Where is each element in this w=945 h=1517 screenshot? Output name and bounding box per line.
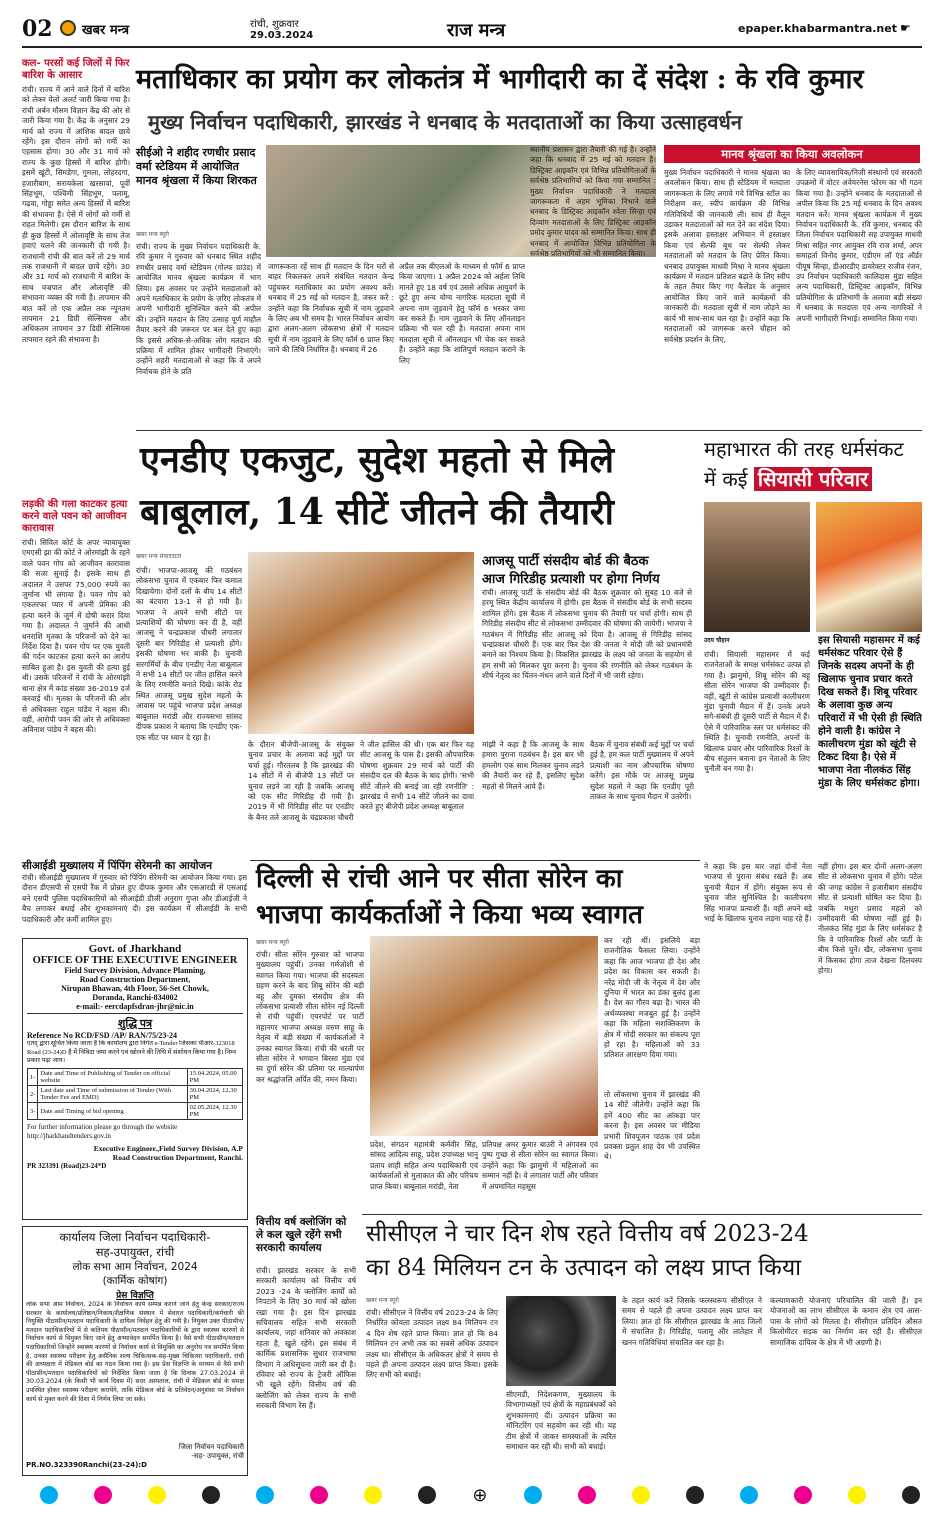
registration-mark-icon bbox=[686, 1486, 704, 1504]
weather-headline: कल- परसों कई जिलों में फिर बारिश के आसार bbox=[22, 58, 130, 81]
office-email[interactable]: e-mail:- eercdapfsdran-jhr@nic.in bbox=[27, 1002, 243, 1014]
divider bbox=[250, 860, 700, 861]
nda-col-1: रांची। भाजपा-आजसू की गठबंधन लोकसभा चुनाव में एकबार फिर कमाल दिखायेगा। दोनों दलों के बीच 14 सीटों का बंटवारा 13-1 से हो गयी है। भाजपा ने अपने सभी सीटों पर प्रत्याशियों की घोषणा कर दी है, वहीं आजसू ने चन्द्रप्रकाश चौधरी लगातार दूसरी बार गिरिडीह से प्रत्याशी होंगे। इसकी घोषणा भर बाकी है। चुनावी सरगर्मियों के बीच एनडीए नेता बाबूलाल ने सभी 14 सीटों पर जीत हासिल करने के लिए रणनीति बनाते दिखे। कांके रोड स्थित आजसू प्रमुख सुदेश महतो के आवास पर पहुंचे भाजपा प्रदेश अध्यक्ष बाबूलाल मरांडी और राज्यसभा सांसद दीपक प्रकाश ने बताया कि एनडीए एक-एक सीट पर ध्यान दे रहा है। bbox=[136, 566, 242, 742]
registration-mark-icon bbox=[524, 1486, 542, 1504]
notice-cell-value: 02.05.2024, 12.30 PM bbox=[187, 1103, 242, 1120]
brand-logo-icon bbox=[60, 20, 76, 36]
closing-body: रांची। झारखंड सरकार के सभी सरकारी कार्यालय को वित्तीय वर्ष 2023 -24 के क्लोजिंग कार्यों को निपटाने के लिए 30 मार्च को खोला रखा गया है। इस दिन झारखंड सचिवालय सहित सभी सरकारी कार्यालय, जहां शनिवार को अवकाश रहता है, खुले रहेंगे। इस संबंध में कार्मिक प्रशासनिक सुधार राजभाषा विभाग ने अधिसूचना जारी कर दी है। रविवार को राज्य के ट्रेजरी ऑफिस भी खुले रहेंगे। वित्तीय वर्ष की क्लोजिंग को लेकर राज्य के सभी सरकारी विभाग रेस हैं। bbox=[256, 1266, 356, 1411]
cursor-icon: ☛ bbox=[900, 21, 911, 35]
election-title-2: सह-उपायुक्त, रांची bbox=[95, 1245, 175, 1259]
registration-mark-icon bbox=[148, 1486, 166, 1504]
registration-mark-icon bbox=[418, 1486, 436, 1504]
registration-bar bbox=[40, 1484, 920, 1506]
notice-body: एतद् द्वारा सूचित किया जाता है कि कार्यालय द्वारा निर्गत e-Tender जिसका पीआर-323018 Road (23-24)D है में निविदा जमा करने एवं खोलने की तिथि में संशोधन किया गया है। निम्न प्रकार पढ़ा जाय। bbox=[27, 1040, 236, 1064]
divider bbox=[362, 1214, 922, 1215]
office-name: OFFICE OF THE EXECUTIVE ENGINEER bbox=[32, 955, 238, 966]
notice-cell-label: Last date and Time of submission of Tender (With Tender Fee and EMD) bbox=[38, 1086, 187, 1103]
mahabharat-headline-2 bbox=[704, 466, 924, 492]
cid-body: रांची। सीआईडी मुख्यालय में गुरुवार को पिंपिंग सेरेमनी का आयोजन किया गया। इस दौरान डीएसपी से एसपी रैंक में प्रोन्नत हुए दीपक कुमार और एसआरडी से एसआई बने एसपी पुलिस पदाधिकारियों को सीआईडी डीजी अनुराग गुप्ता और डीआईजी ने बैच लगाकर बधाई और शुभकामनाएं दी। इस कार्यक्रम में सीआईडी के सभी पदाधिकारी और कर्मी शामिल हुए। bbox=[22, 873, 247, 924]
election-pr: PR.NO.323390Ranchi(23-24):D bbox=[26, 1461, 147, 1469]
notice-cell-value: 30.04.2024, 12.30 PM bbox=[187, 1086, 242, 1103]
nda-col-2: के दौरान बीजेपी-आजसू के संयुक्त चुनाव प्रचार के अलावा कई मुद्दों पर चर्चा हुई। गौरतलब है कि झारखंड की 14 सीटों में से बीजेपी 13 सीटों पर चुनाव लड़ने जा रही है जबकि आजसू को एक सीट गिरिडीह दी गयी है। 2019 में भी गिरिडीह सीट पर एनडीए के बैनर तले आजसू के चंद्रप्रकाश चौधरी bbox=[248, 740, 354, 822]
office-addr-2: Road Construction Department, bbox=[79, 975, 191, 984]
crime-body: रांची। सिविल कोर्ट के अपर न्यायायुक्त एमएसी झा की कोर्ट ने ओरमांझी के रहने वाले पवन गोप को आजीवन कारावास की सजा सुनाई है। इसके साथ ही अदालत ने उसपर 75,000 रुपये का जुर्माना भी लगाया है। पवन गोप को एकतरफा प्यार में अपनी प्रेमिका की हत्या करने के जुर्म में दोषी करार दिया गया है। अदालत ने जुर्माने की आधी धनराशि मृतका के परिजनों को देने का निर्देश दिया है। पवन गोप पर एक युवती की गर्दन काटकर हत्या करने का आरोप साबित हुआ है। इस युवती की हत्या हुई थी। उसके परिजनों ने रांची के ओरमांझी थाना क्षेत्र में कांड संख्या 36-2019 दर्ज करवाई थी। मृतका के परिजनों की ओर से अधिवक्ता राहुल पांडेय ने बहस की। वहीं, आरोपी पवन की ओर से अधिवक्ता अविनाश पांडेय ने बहस की। bbox=[22, 538, 130, 735]
cid-headline: सीआईडी मुख्यालय में पिंपिंग सेरेमनी का आयोजन bbox=[22, 860, 213, 872]
ajsu-headline-1: आजसू पार्टी संसदीय बोर्ड की बैठक bbox=[482, 554, 649, 569]
signatory-2: Road Construction Department, Ranchi. bbox=[112, 1153, 243, 1162]
closing-headline: वित्तीय वर्ष क्लोजिंग को ले कल खुले रहेंगे सभी सरकारी कार्यालय bbox=[256, 1216, 347, 1254]
sita-col-2: प्रदेश, संगठन महामंत्री कर्मवीर सिंह, सांसद आदित्य साहू, प्रदेश उपाध्यक्ष भानु प्रताप शाही सहित अन्य पदाधिकारी एवं कार्यकर्ताओं से मुलाकात की और परिचय प्राप्त किया। बाबूलाल मरांडी, नेता bbox=[370, 1140, 478, 1191]
ccl-headline-1: सीसीएल ने चार दिन शेष रहते वित्तीय वर्ष 2023-24 bbox=[366, 1221, 809, 1247]
lead-byline: खबर मन्त्र ब्यूरो bbox=[136, 231, 169, 238]
election-sub: प्रेस विज्ञप्ति bbox=[116, 1291, 154, 1301]
mahabharat-headline-1: महाभारत की तरह धर्मसंकट bbox=[704, 437, 904, 461]
registration-mark-icon bbox=[94, 1486, 112, 1504]
human-chain-col-2: के लिए व्यावसायिक/निजी संस्थानों एवं सरकारी उपक्रमों में वोटर अवेयरनेस फोरम का भी गठन किया गया है। उन्होंने धनबाद के मतदाताओं से अपील किया कि 25 मई धनबाद के दिन अवश्य मतदान करें। मानव श्रृंखला कार्यक्रम में मुख्य निर्वाचन पदाधिकारी के. रवि कुमार, धनबाद की जिला निर्वाचन पदाधिकारी सह उपायुक्त माधवी मिश्रा सहित नगर आयुक्त रवि राज शर्मा, अपर समाहर्ता विनोद कुमार, एडीएम लॉ एंड ऑर्डर पीयूष सिन्हा, डीआरडीए डायरेक्टर राजीव रंजन, उप निर्वाचन पदाधिकारी कालिदास मुंडा सहित अन्य पदाधिकारी, डिस्ट्रिक्ट आइकॉन, विभिन्न प्रतियोगिता के प्रतिभागी के अलावा बड़ी संख्या में धनबाद के मतदाता एवं अन्य नागरिकों ने अपनी भागीदारी निभाई। सम्मानित किया गया। bbox=[796, 168, 922, 323]
sita-col-7: ने कहा कि इस बार जहां दोनों नेता भाजपा से पुराना संबंध रखते हैं। अब चुनावी मैदान में होंगे। संयुक्त रूप से चुनाव जीत सुनिश्चित है। कालीचरण सिंह भाजपा प्रत्याशी हैं। वहीं अपने बड़े भाई के खिलाफ चुनाव लड़ना चाह रहे हैं। bbox=[704, 862, 812, 924]
registration-mark-icon bbox=[848, 1486, 866, 1504]
nda-photo bbox=[248, 552, 474, 734]
nda-headline-2: बाबूलाल, 14 सीटें जीतने की तैयारी bbox=[140, 491, 614, 533]
ccl-byline: खबर मन्त्र ब्यूरो bbox=[366, 1297, 399, 1304]
election-title-4: (कार्मिक कोषांग) bbox=[102, 1275, 168, 1287]
office-addr-3: Nirupan Bhawan, 4th Floor, 56-Set Chowk, bbox=[61, 984, 209, 993]
signatory-1: Executive Engineer.,Field Survey Division, A.P bbox=[93, 1144, 243, 1153]
registration-mark-icon bbox=[578, 1486, 596, 1504]
lead-col-2: जागरूकता रहें साथ ही मतदान के दिन घरों से बाहर निकलकर अपने संबंधित मतदान केन्द्र पहुंचकर मताधिकार का प्रयोग अवश्य करें। धनबाद में 25 मई को मतदान है, जरूर करें : उन्होंने कहा कि निर्वाचक सूची में नाम जुड़वाने के लिए अब भी समय है। भारत निर्वाचन आयोग द्वारा अलग-अलग लोकसभा क्षेत्रों में मतदान सूची में नाम जुड़वाने के लिए फॉर्म 6 प्राप्त किए जाने की तिथि निर्धारित है। धनबाद में 26 bbox=[268, 262, 394, 355]
city-day: रांची, शुक्रवार bbox=[250, 19, 299, 30]
notice-cell-no: 2- bbox=[28, 1086, 38, 1103]
lead-col-1: रांची। राज्य के मुख्य निर्वाचन पदाधिकारी के. रवि कुमार ने गुरुवार को धनबाद स्थित शहीद रणधीर प्रसाद वर्मा स्टेडियम (गोल्फ ग्राउंड) में आयोजित मानव श्रृंखला कार्यक्रम में भाग लिया। इस अवसर पर उन्होंने मतदाताओं को अपने मताधिकार के प्रयोग के ज़रिए लोकतंत्र में अपनी भागीदारी सुनिश्चित करने की अपील की। उन्होंने मतदान के लिए उत्साह पूर्ण माहौल तैयार करने की ज़रूरत पर बल देते हुए कहा कि इससे अधिक-से-अधिक लोग मतदान की प्रक्रिया में शामिल होकर भागीदारी निभाएंगे। उन्होंने शहरी मतदाताओं से कहा कि वे अपने निर्वाचक होने के प्रति bbox=[136, 242, 261, 376]
notice-footer: For further information please go through the website http://jharkhandtenders.gov.in bbox=[27, 1123, 178, 1140]
lead-col-3: अप्रैल तक बीएलओ के माध्यम से फॉर्म 6 प्राप्त किया जाएगा। 1 अप्रैल 2024 को अर्हता तिथि मानते हुए 18 वर्ष एवं उससे अधिक आयुवर्ग के छूटे हुए अन्य योग्य नागरिक मतदाता सूची में अपना नाम जुड़वाने हेतु फॉर्म 6 भरकर जमा कर सकते हैं। नाम जुड़वाने के लिए ऑनलाइन प्रक्रिया भी चल रही है। मतदाता अपना नाम मतदाता सूची में ऑनलाइन भी चेक कर सकते हैं। उन्होंने कहा कि शांतिपूर्ण मतदान कराने के लिए bbox=[399, 262, 525, 365]
sita-photo bbox=[370, 936, 598, 1136]
masthead bbox=[22, 14, 922, 48]
notice-row bbox=[28, 1103, 243, 1120]
crime-headline: लड़की की गला काटकर हत्या करने वाले पवन को आजीवन कारावास bbox=[22, 499, 128, 534]
human-chain-col-1: मुख्य निर्वाचन पदाधिकारी ने मानव श्रृंखला का अवलोकन किया। साथ ही स्टेडियम में मतदाता जागरूकता के लिए लगाये गये विभिन्न स्टॉल का निरीक्षण कर, स्वीप कार्यक्रम की विभिन्न गतिविधियों की जानकारी ली। साथ ही वैलून उड़ाकर मतदाताओं को मत देने का संदेश दिया। इसके अलावा हस्ताक्षर अभियान में हस्ताक्षर किया एवं सेल्फी बूथ पर सेल्फी लेकर मतदाताओं को मतदान के लिए प्रेरित किया। धनबाद उपायुक्त माधवी मिश्रा ने मानव श्रृंखला कार्यक्रम में मतदान प्रतिशत बढ़ाने के लिए स्वीप के तहत तैयार किए गए कैलेंडर के अनुसार आयोजित किए जाने वाले कार्यक्रमों की जानकारी दी। मतदाता सूची में नाम जोड़ने का कार्य भी साथ-साथ चल रहा है। उन्होंने कहा कि मतदाताओं को जागरूक करने चौहान को सर्वश्रेष्ठ प्रदर्शन के लिए, bbox=[664, 168, 790, 344]
election-notice bbox=[22, 1226, 248, 1476]
registration-mark-icon bbox=[202, 1486, 220, 1504]
sita-col-6: नहीं होगा। इस बार दोनों अलग-अलग सीट से लोकसभा चुनाव में होंगे। पटेल की जगह कांग्रेस ने हजारीबाग संसदीय सीट से प्रत्याशी घोषित कर दिया है। जबकि मथुरा प्रसाद महतो को उम्मीदवारी की घोषणा नहीं हुई है। नीलकंठ सिंह मुंडा के लिए धर्मसंकट है कि वे पारिवारिक रिश्तों और पार्टी के बीच किसे चुनें। खैर, लोकसभा चुनाव में किसका होगा ताज देखना दिलचस्प होगा। bbox=[818, 862, 922, 976]
ccl-col-4: कल्याणकारी योजनाएं परिचालित की जाती हैं। इन योजनाओं का लाभ सीसीएल के कमान क्षेत्र एवं आस-पास के लोगों को मिलता है। सीसीएल प्रतिदिन औसत किलोमीटर सड़क का निर्माण कर रही है। सीसीएल सामाजिक दायित्व के क्षेत्र में भी अग्रणी है। bbox=[770, 1296, 922, 1347]
mahabharat-highlight: सियासी परिवार bbox=[754, 467, 872, 491]
weather-body: रांची। राज्य में आने वाले दिनों में बारिश को लेकर येलो अलर्ट जारी किया गया है। रांची अर्बन मौसम विज्ञान केंद्र की ओर से जारी किया गया है। केंद्र के अनुसार 29 मार्च को राज्य में आंशिक बादल छाये रहेंगे। इस दौरान लोगों को गर्मी का एहसास होगा। 30 और 31 मार्च को राज्य के कुछ हिस्सों में बारिश होगी। इसमें खूंटी, सिमडेगा, गुमला, लोहरदगा, हजारीबाग, सरायकेला खरसावां, पूर्वी सिंहभूम, पश्चिमी सिंहभूम, पलामू, गढ़वा, गोड्डा समेत अन्य हिस्सों में बारिश की संभावना है। ऐसे में लोगों को गर्मी से राहत मिलेगी। इस दौरान बारिश के साथ ही कुछ हिस्सों में ओलावृष्टि के साथ तेज हवाएं चलने की जानकारी दी गयी है। राजधानी रांची की बात करें तो 29 मार्च तक राजधानी में बादल छाये रहेंगे। 30 और 31 मार्च को राजधानी में बारिश के साथ वज्रपात और ओलावृष्टि की संभावना व्यक्त की गयी है। तापमान की बात करें तो एक अप्रैल तक न्यूनतम तापमान 21 डिग्री सेल्सियस और अधिकतम तापमान 37 डिग्री सेल्सियस तापमान रहने की संभावना है। bbox=[22, 85, 130, 344]
sita-col-1: रांची। सीता सोरेन गुरुवार को भाजपा मुख्यालय पहुंचीं। उनका गर्मजोशी से स्वागत किया गया। भाजपा की सदस्यता ग्रहण करने के बाद शिबू सोरेन की बड़ी बहू और दुमका संसदीय क्षेत्र की लोकसभा प्रत्याशी सीता सोरेन नई दिल्ली से रांची पहुंचीं। एयरपोर्ट पर पार्टी महानगर भाजपा अध्यक्ष वरुण साहू के नेतृत्व में बड़ी संख्या में कार्यकर्ताओं ने उनका स्वागत किया। रांची की धरती पर सीता सोरेन ने भगवान बिरसा मुंडा एवं स्व दुर्गा सोरेन की प्रतिमा पर माल्यार्पण कर श्रद्धांजलि अर्पित की, नमन किया। bbox=[256, 950, 364, 1084]
lead-col-4: स्थानीय प्रशासन द्वारा तैयारी की गई है। उन्होंने कहा कि धनबाद में 25 मई को मतदान है। डिस्ट्रिक्ट आइकॉन एवं विभिन्न प्रतियोगिताओं के सर्वश्रेष्ठ प्रतिभागियों को किया गया सम्मानित : मुख्य निर्वाचन पदाधिकारी ने मतदाता जागरूकता में अहम भूमिका निभाने वाले धनबाद के डिस्ट्रिक्ट आइकॉन श्वेता सिन्हा एवं दिव्यांग मतदाताओं के लिए डिस्ट्रिक्ट आइकॉन प्रमोद कुमार यादव को सम्मानित किया। साथ ही धनबाद में आयोजित विभिन्न प्रतियोगिता के सर्वश्रेष्ठ प्रतिभागियों को भी सम्मानित किया। bbox=[530, 145, 656, 259]
epaper-url[interactable]: epaper.khabarmantra.net bbox=[738, 22, 897, 35]
human-chain-title bbox=[664, 145, 920, 163]
ccl-col-2: सीएमडी, निदेशकगण, मुख्यालय के विभागाध्यक्षों एवं क्षेत्रों के महाप्रबंधकों को शुभकामनाएं दीं। उत्पादन प्रक्रिया का मॉनिटरिंग एवं सहयोग कर रही थी। यह टीम क्षेत्रों में जाकर समस्याओं के त्वरित समाधान कर रही थी। सभी को बधाई। bbox=[506, 1390, 616, 1452]
registration-mark-icon bbox=[632, 1486, 650, 1504]
ajsu-col-l: मांझी ने कहा है कि आजसू के साथ हमारा पुराना गठबंधन है। इस बार भी हमलोग एक साथ मिलकर चुनाव लड़ने की तैयारी कर रहे हैं, इसलिए सुदेश महतो से मिलने आये हैं। bbox=[482, 740, 584, 791]
notice-cell-value: 15.04.2024, 05.00 PM bbox=[187, 1069, 242, 1086]
issue-date: 29.03.2024 bbox=[250, 30, 314, 41]
ccl-col-1: रांची। सीसीएल ने वित्तीय वर्ष 2023-24 के लिए निर्धारित कोयला उत्पादन लक्ष्य 84 मिलियन टन 4 दिन शेष रहते प्राप्त किया। ज्ञात हो कि 84 मिलियन टन अभी तक का सबसे अधिक उत्पादन लक्ष्य था। सीसीएल के अधिकतर क्षेत्रों ने समय से पहले ही अपना उत्पादन लक्ष्य प्राप्त किया। इसके लिए सभी को बधाई। bbox=[366, 1308, 498, 1380]
cid-story bbox=[22, 860, 247, 932]
sita-headline-2: भाजपा कार्यकर्ताओं ने किया भव्य स्वागत bbox=[256, 900, 643, 930]
lead-sidebar-headline: सीईओ ने शहीद रणधीर प्रसाद वर्मा स्टेडियम में आयोजित मानव श्रृंखला में किया शिरकत bbox=[136, 146, 257, 187]
registration-mark-icon bbox=[902, 1486, 920, 1504]
notice-cell-label: Date and Time of Publishing of Tender on official website bbox=[38, 1069, 187, 1086]
election-sign-2: -सह- उपायुक्त, रांची bbox=[191, 1452, 244, 1460]
notice-cell-no: 1- bbox=[28, 1069, 38, 1086]
crosshair-icon: ⊕ bbox=[472, 1484, 488, 1506]
left-column bbox=[22, 58, 130, 858]
lead-headline: मताधिकार का प्रयोग कर लोकतंत्र में भागीदारी का दें संदेश : के रवि कुमार bbox=[136, 64, 864, 95]
registration-mark-icon bbox=[794, 1486, 812, 1504]
photo-label: उदय चौहान bbox=[704, 637, 730, 644]
election-title-1: कार्यालय जिला निर्वाचन पदाधिकारी- bbox=[59, 1230, 211, 1244]
sita-col-5: तो लोकसभा चुनाव में झारखंड की 14 सीटें जीतेगी। उन्होंने कहा कि हमें 400 सीट का आंकड़ा पार करना है। इस अवसर पर मीडिया प्रभारी शिवपूजन पाठक एवं प्रदेश प्रवक्ता प्रतुल शाह देव भी उपस्थित थे। bbox=[604, 1090, 700, 1162]
sita-col-4: कर रही थीं। इसलिये बड़ा राजनीतिक फैसला लिया। उन्होंने कहा कि आज भाजपा ही देश और प्रदेश का विकास कर सकती है। नरेंद्र मोदी जी के नेतृत्व में देश और दुनिया में भारत का डंका बुलंद हुआ है। देश का गौरव बढ़ा है। भारत की अर्थव्यवस्था मजबूत हुई है। उन्होंने कहा कि महिला सशक्तिकरण के क्षेत्र में मोदी सरकार का संकल्प पूरा हो रहा है। महिलाओं को 33 प्रतिशत आरक्षण दिया गया। bbox=[604, 936, 700, 1060]
registration-mark-icon bbox=[740, 1486, 758, 1504]
divider bbox=[136, 430, 922, 431]
brand-name: खबर मन्त्र bbox=[82, 23, 130, 38]
notice-cell-no: 3- bbox=[28, 1103, 38, 1120]
mahabharat-headline-2-text: में कई bbox=[704, 467, 748, 491]
registration-mark-icon bbox=[256, 1486, 274, 1504]
section-name: राज मन्त्र bbox=[447, 20, 506, 41]
ajsu-col-r: बैठक में चुनाव संबंधी कई मुद्दों पर चर्चा हुई है, हम कल पार्टी मुख्यालय में अपने प्रत्याशी का नाम औपचारिक घोषणा करेंगे। इस मौके पर आजसू प्रमुख सुदेश महतो ने कहा कि एनडीए पूरी ताकत के साथ चुनाव मैदान में उतरेगी। bbox=[590, 740, 694, 802]
ajsu-body: रांची। आजसू पार्टी के संसदीय बोर्ड की बैठक शुक्रवार को सुबह 10 बजे से हरमू स्थित केंद्रीय कार्यालय में होगी। इस बैठक में संसदीय बोर्ड के सभी सदस्य शामिल होंगे। इस बैठक में लोकसभा चुनाव की तैयारी पर चर्चा होगी। साथ ही गिरिडीह संसदीय सीट से लोकसभा उम्मीदवार की घोषणा की जायेगी। भाजपा ने गठबंधन में गिरिडीह सीट आजसू को दिया है। आजसू से गिरिडीह सांसद चन्द्रप्रकाश चौधरी हैं। एक बार फिर देश की जनता ने मोदी जी को प्रधानमंत्री बनाने का निश्चय किया है। विकसित झारखंड के लक्ष्य को जनता के सहयोग से हम सभी को मिलकर पूरा करना है। चुनाव की रणनीति को लेकर गठबंधन के शीर्ष नेतृत्व का चिंतन-मंथन आने वाले दिनों में भी जारी रहेगा। bbox=[482, 588, 692, 681]
office-addr-1: Field Survey Division, Advance Planning, bbox=[64, 966, 206, 975]
nda-col-3: ने जीत हासिल की थी। एक बार फिर यह सीट आजसू के पास है। इसकी औपचारिक घोषणा शुक्रवार 29 मार्च को पार्टी की संसदीय दल की बैठक के बाद होगी। 'सभी सीटें जीतने की बनाई जा रही रणनीति' : झारखंड में सभी 14 सीटें जीतने का दावा करते हुए बीजेपी प्रदेश अध्यक्ष बाबूलाल bbox=[360, 740, 474, 812]
politician-photo-2 bbox=[816, 502, 922, 632]
notice-row bbox=[28, 1069, 243, 1086]
govt-name: Govt. of Jharkhand bbox=[88, 943, 182, 955]
election-sign-1: जिला निर्वाचन पदाधिकारी bbox=[178, 1443, 244, 1451]
ajsu-headline-2: आज गिरिडीह प्रत्याशी पर होगा निर्णय bbox=[482, 572, 660, 587]
nda-byline: खबर मन्त्र संवाददाता bbox=[136, 553, 182, 560]
mahabharat-quote: इस सियासी महासमर में कई धर्मसंकट परिवार ऐसे हैं जिनके सदस्य अपनों के ही खिलाफ चुनाव प्रचार करते दिख सकते हैं। शिबू परिवार के अलावा कुछ अन्य परिवारों में भी ऐसी ही स्थिति होने वाली है। कांग्रेस ने कालीचरण मुंडा को खूंटी से टिकट दिया है। ऐसे में भाजपा नेता नीलकंठ सिंह मुंडा के लिए धर्मसंकट होगा। bbox=[818, 635, 922, 789]
registration-mark-icon bbox=[40, 1486, 58, 1504]
politician-photo-1 bbox=[704, 502, 810, 632]
registration-mark-icon bbox=[364, 1486, 382, 1504]
ccl-headline-2: का 84 मिलियन टन के उत्पादन को लक्ष्य प्राप्त किया bbox=[366, 1255, 802, 1281]
sita-col-3: प्रतिपक्ष अमर कुमार बाउरी ने अंगवस्त्र एवं पुष्प गुच्छ से सीता सोरेन का स्वागत किया। उन्होंने कहा कि झामुमो में महिलाओं का सम्मान नहीं है। वे लगातार पार्टी और परिवार में अपमानित महसूस bbox=[482, 1140, 598, 1191]
election-title-3: लोक सभा आम निर्वाचन, 2024 bbox=[72, 1261, 198, 1273]
notice-title: शुद्धि पत्र bbox=[117, 1018, 153, 1030]
notice-table bbox=[27, 1068, 243, 1120]
mahabharat-body: रांची। सियासी महासमर में कई राजनेताओं के समक्ष धर्मसंकट उत्पन्न हो गया है। झामुमो, शिबू सोरेन की बहू सीता सोरेन भाजपा की उम्मीदवार हैं। वहीं, खूंटी से कांग्रेस प्रत्याशी कालीचरण मुंडा चुनावी मैदान में हैं। उनके अपने सगे-संबंधी ही दूसरी पार्टी से मैदान में हैं। ऐसे में पारिवारिक स्तर पर धर्मसंकट की स्थिति है। चुनावी रणनीति, अपनों के खिलाफ प्रचार और पारिवारिक रिश्तों के बीच संतुलन बनाना इन नेताओं के लिए चुनौती बन गया है। bbox=[704, 650, 810, 774]
ccl-col-3: के तहत कार्य करें जिसके फलस्वरूप सीसीएल ने समय से पहले ही अपना उत्पादन लक्ष्य प्राप्त कर लिया। ज्ञात हो कि सीसीएल झारखंड के आठ जिलों में संचालित है। गिरिडीह, पलामू और लातेहार में खनन गतिविधियां संचालित कर रहा है। bbox=[622, 1296, 762, 1347]
human-chain-title-text: मानव श्रृंखला का किया अवलोकन bbox=[721, 147, 863, 161]
nda-headline-1: एनडीए एकजुट, सुदेश महतो से मिले bbox=[140, 439, 615, 481]
sita-byline: खबर मन्त्र ब्यूरो bbox=[256, 939, 289, 946]
lead-subheadline: मुख्य निर्वाचन पदाधिकारी, झारखंड ने धनबाद के मतदाताओं का किया उत्साहवर्धन bbox=[148, 110, 742, 134]
notice-pr: PR 323391 (Road)23-24*D bbox=[27, 1162, 107, 1170]
page-number: 02 bbox=[22, 16, 53, 42]
election-body: लोक सभा आम निर्वाचन, 2024 के निर्वाचन कार्य सम्पन्न कराने जाने हेतु केन्द्र सरकार/राज्य सरकार के कार्यालय/प्रतिष्ठान/निकाय/शैक्षणिक संस्थान में सेवारत पदाधिकारी/कर्मचारी की नियुक्ति पीठासीन/मतदान पदाधिकारी के दायित्व निर्वहन हेतु की गयी है। नियुक्त उक्त पीठासीन/मतदान पदाधिकारियों में से कतिपय पीठासीन/मतदान पदाधिकारियों के द्वारा स्वास्थ्य कारणों से निर्वाचन कार्य से विमुक्त किए जाने हेतु अभ्यावेदन समर्पित किया है। वैसे सभी पीठासीन/मतदान पदाधिकारियों जिन्होंने स्वास्थ्य कारणों से निर्वाचन कार्य से विमुक्ति का अनुरोध पत्र समर्पित किया है, उनका स्वास्थ्य परीक्षण हेतु असैनिक शल्य चिकित्सक-सह-मुख्य चिकित्सा पदाधिकारी, रांची की अध्यक्षता में मेडिकल बोर्ड का गठन किया गया है। इस प्रेस विज्ञप्ति के माध्यम से वैसे सभी पीठासीन/मतदान पदाधिकारियों को निर्देशित किया जाता है कि दिनांक 27.03.2024 से 30.03.2024 (के किसी भी कार्य दिवस में) सदर अस्पताल, रांची में मेडिकल बोर्ड के समक्ष उपस्थित होकर स्वास्थ्य परीक्षण करायेंगे, ताकि मेडिकल बोर्ड के प्रतिवेदन/अनुशंसा पर निर्वाचन कार्य से मुक्त करने की दिशा में निर्णय लिया जा सके। bbox=[26, 1301, 244, 1403]
notice-row bbox=[28, 1086, 243, 1103]
notice-ref: Reference No RCD/FSD /AP/ RAN/75/23-24 bbox=[27, 1031, 178, 1040]
ccl-coal-photo bbox=[506, 1296, 616, 1386]
sita-headline-1: दिल्ली से रांची आने पर सीता सोरेन का bbox=[256, 864, 623, 894]
office-addr-4: Doranda, Ranchi-834002 bbox=[92, 993, 178, 1002]
registration-mark-icon bbox=[310, 1486, 328, 1504]
govt-notice bbox=[22, 938, 248, 1220]
notice-cell-label: Date and Timing of bid opening bbox=[38, 1103, 187, 1120]
